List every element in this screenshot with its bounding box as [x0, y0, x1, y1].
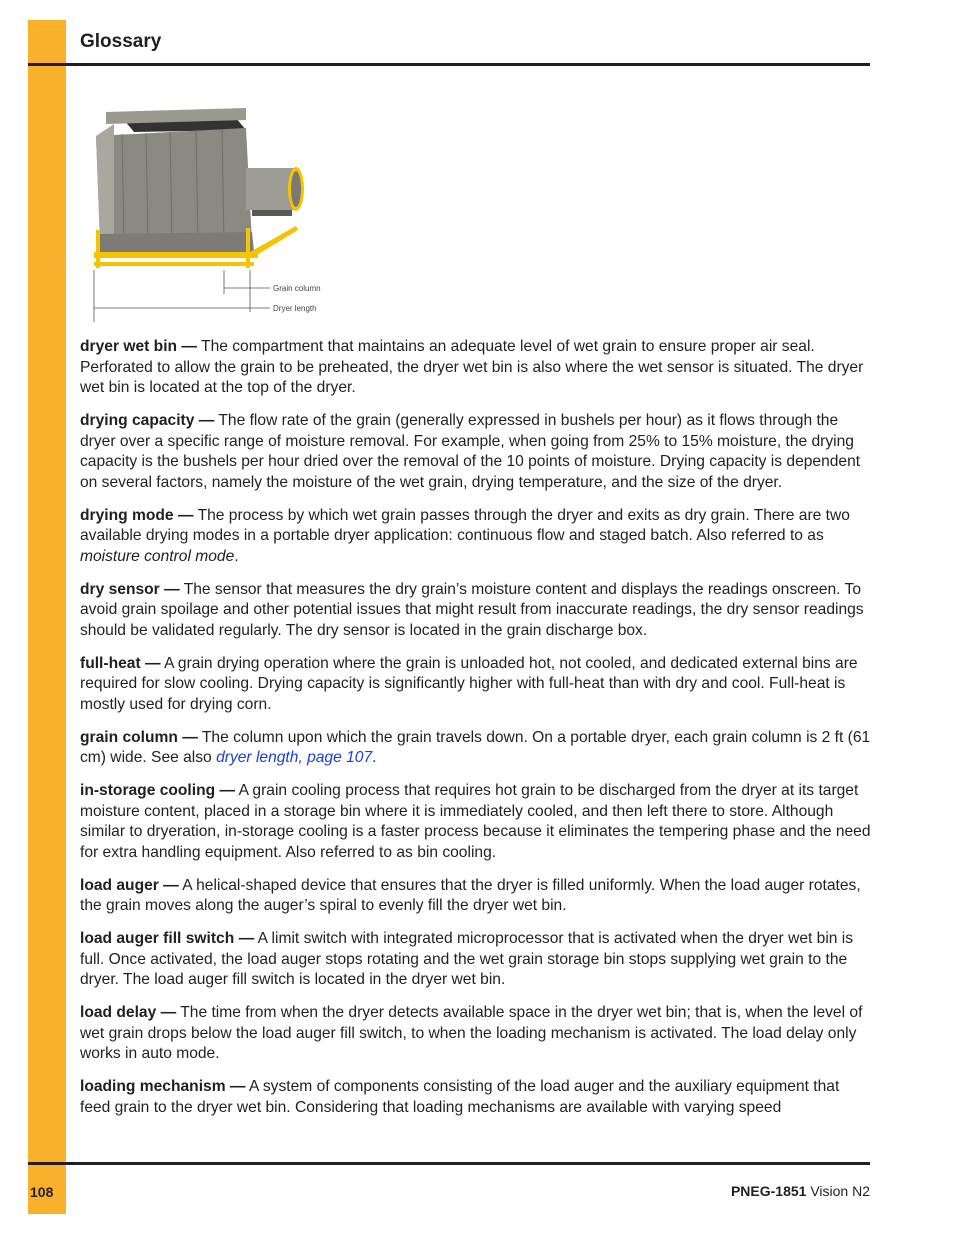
glossary-entry — [80, 506, 872, 568]
footer-rule — [28, 1162, 870, 1165]
dryer-illustration — [86, 102, 336, 324]
entry-definition: A limit switch with integrated microprocessor that is activated when the dryer wet bin is full. Once activated, the load auger stops rotating and the wet grain storage bin stops supplying wet grain to the dryer. The load auger fill switch is located in the dryer wet bin. — [80, 930, 854, 988]
entry-term: load auger — — [80, 876, 179, 894]
entry-definition: A grain cooling process that requires hot grain to be discharged from the dryer at its target moisture content, placed in a storage bin where it is immediately cooled, and then left there to store. Although similar to dryeration, in-storage cooling is a faster process because it eliminates the tempering phase and the need for extra handling equipment. Also referred to as bin cooling. — [80, 782, 871, 861]
entry-punctuation: . — [372, 749, 377, 766]
page-number: 108 — [30, 1184, 54, 1200]
glossary-entry — [80, 1077, 872, 1118]
entry-definition: A helical-shaped device that ensures that the dryer is filled uniformly. When the load auger rotates, the grain moves along the auger’s spiral to evenly fill the dryer wet bin. — [80, 876, 861, 914]
entry-definition: The flow rate of the grain (generally expressed in bushels per hour) as it flows through the dryer over a specific range of moisture removal. For example, when going from 25% to 15% moisture, the drying capacity is the bushels per hour dried over the removal of the 10 points of moisture. Drying capacity is dependent on several factors, namely the moisture of the wet grain, drying temperature, and the size of the dryer. — [80, 412, 861, 491]
page-title: Glossary — [80, 31, 162, 52]
glossary-entry — [80, 580, 872, 642]
document-code: PNEG-1851 — [730, 1183, 807, 1199]
entry-definition: The compartment that maintains an adequate level of wet grain to ensure proper air seal. Perforated to allow the grain to be preheated, the dryer wet bin is also where the wet sensor is situated. The dryer wet bin is located at the top of the dryer. — [80, 338, 864, 396]
glossary-entry — [80, 728, 872, 769]
entry-term: grain column — — [80, 728, 198, 746]
entry-term: dryer wet bin — — [80, 338, 197, 355]
glossary-entry — [80, 929, 872, 991]
document-version: Vision N2 — [810, 1183, 870, 1199]
entry-term: in-storage cooling — — [80, 782, 236, 799]
entry-term: load auger fill switch — — [80, 930, 255, 947]
document-id — [731, 1183, 870, 1199]
glossary-entry — [80, 876, 872, 917]
entry-term: drying capacity — — [80, 412, 215, 429]
side-tab-bar — [28, 20, 66, 1214]
entry-italic-term: moisture control mode — [80, 547, 235, 565]
glossary-entries — [80, 337, 872, 1131]
glossary-entry — [80, 411, 872, 493]
entry-term: loading mechanism — — [80, 1078, 246, 1095]
entry-term: drying mode — — [80, 506, 194, 524]
entry-definition: The sensor that measures the dry grain’s moisture content and displays the readings onscreen. To avoid grain spoilage and other potential issues that might result from inaccurate readings, the dry sensor readings should be validated regularly. The dry sensor is located in the grain discharge box. — [80, 580, 864, 639]
grain-column-label: Grain column — [273, 284, 321, 293]
glossary-entry — [80, 337, 872, 399]
entry-definition: The column upon which the grain travels down. On a portable dryer, each grain column is 2 ft (61 cm) wide. See also — [80, 728, 871, 766]
entry-term: dry sensor — — [80, 580, 180, 598]
entry-term: full-heat — — [80, 654, 161, 672]
dryer-body — [96, 128, 252, 242]
entry-punctuation: . — [234, 547, 239, 565]
entry-definition: The time from when the dryer detects available space in the dryer wet bin; that is, when the level of wet grain drops below the load auger fill switch, to when the loading mechanism is activated. The load delay only works in auto mode. — [80, 1004, 863, 1062]
entry-definition: A grain drying operation where the grain is unloaded hot, not cooled, and dedicated external bins are required for slow cooling. Drying capacity is significantly higher with full-heat than with dry and cool. Full-heat is mostly used for drying corn. — [80, 654, 858, 713]
cross-reference-link[interactable]: dryer length, page 107 — [216, 749, 373, 766]
entry-definition: The process by which wet grain passes through the dryer and exits as dry grain. There are two available drying modes in a portable dryer application: continuous flow and staged batch. Also referred to as — [80, 506, 850, 544]
header-rule — [28, 63, 870, 66]
glossary-entry — [80, 781, 872, 863]
entry-definition: A system of components consisting of the load auger and the auxiliary equipment that feed grain to the dryer wet bin. Considering that loading mechanisms are available with varying speed — [80, 1078, 840, 1116]
glossary-entry — [80, 1003, 872, 1065]
entry-term: load delay — — [80, 1004, 177, 1021]
dryer-length-label: Dryer length — [273, 304, 317, 313]
dryer-hoppers — [98, 232, 254, 254]
glossary-entry — [80, 654, 872, 716]
